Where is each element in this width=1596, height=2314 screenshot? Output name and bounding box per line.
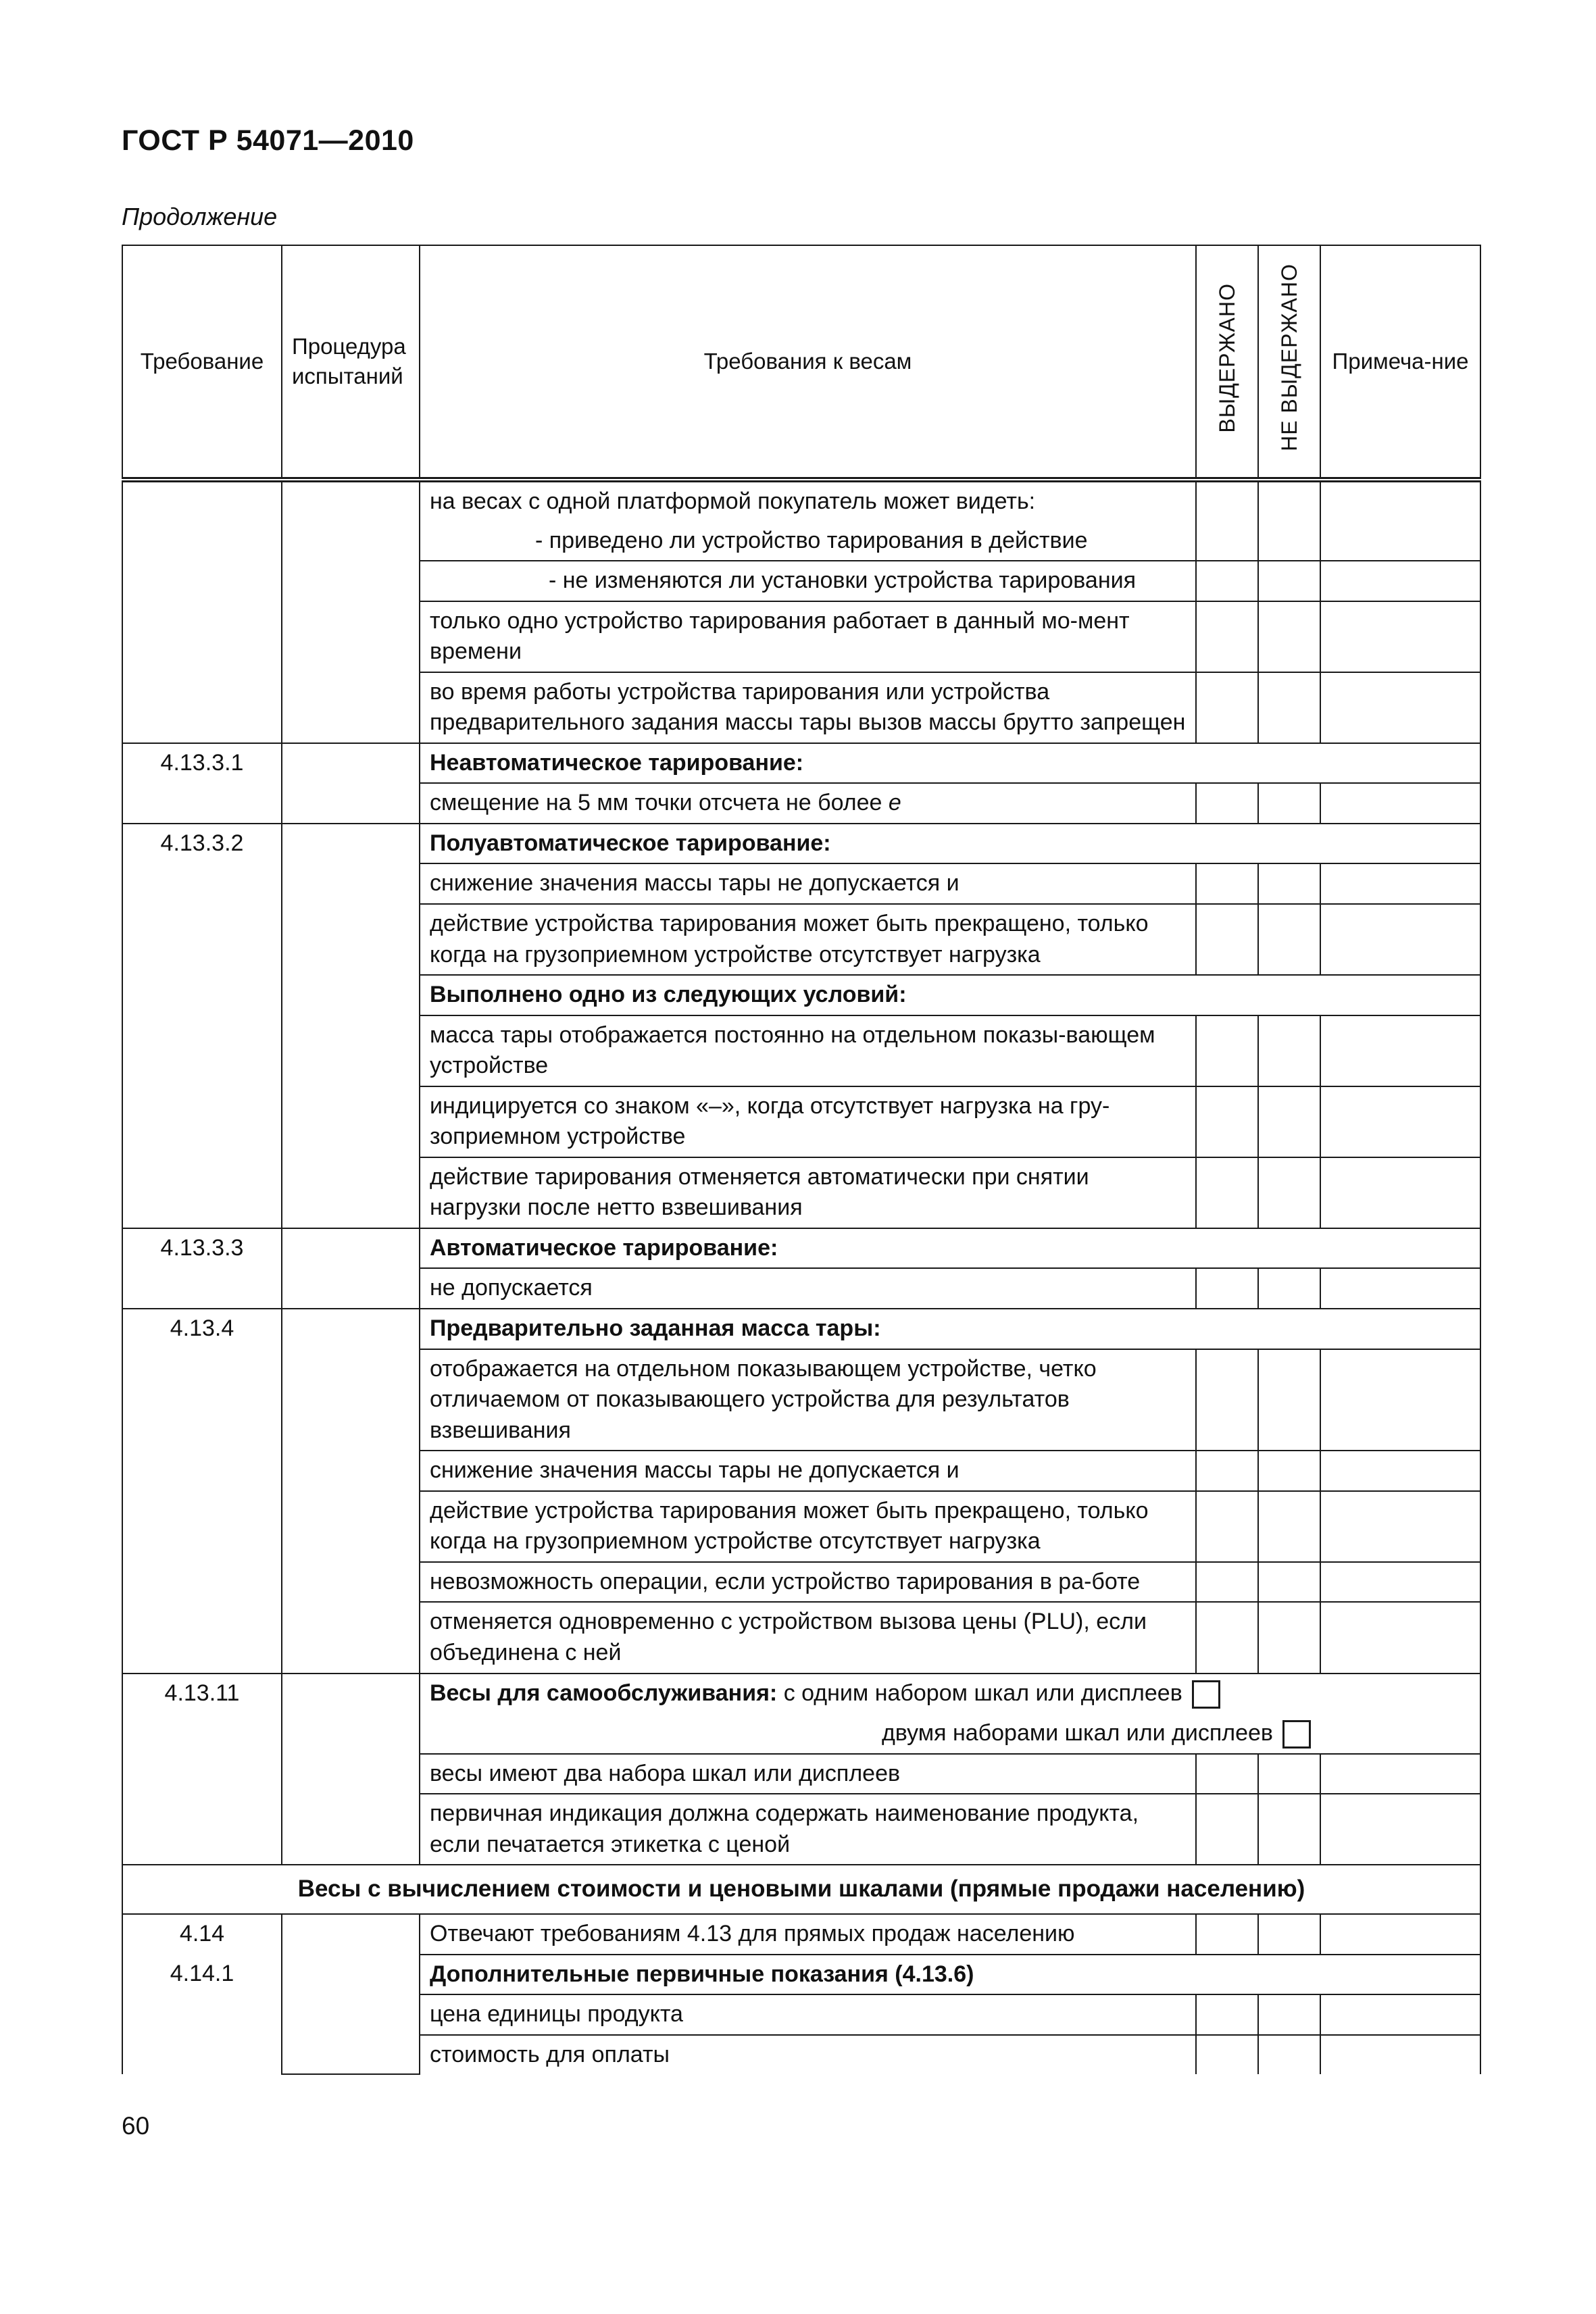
passed-cell[interactable]: [1196, 1157, 1258, 1228]
requirement-number: 4.13.11: [122, 1674, 282, 1865]
requirement-text: невозможность операции, если устройство тарирования в ра-боте: [420, 1562, 1196, 1603]
requirement-text: - не изменяются ли установки устройства тарирования: [420, 561, 1196, 601]
passed-cell[interactable]: [1196, 1491, 1258, 1562]
header-passed-label: ВЫДЕРЖАНО: [1214, 282, 1239, 433]
failed-cell[interactable]: [1258, 1914, 1320, 1955]
self-service-title: Весы для самообслуживания:: [430, 1680, 778, 1706]
note-cell[interactable]: [1320, 1754, 1480, 1794]
note-cell[interactable]: [1320, 904, 1480, 975]
failed-cell[interactable]: [1258, 1015, 1320, 1086]
passed-cell[interactable]: [1196, 1914, 1258, 1955]
table-row: [122, 1674, 1480, 1754]
note-cell[interactable]: [1320, 1015, 1480, 1086]
self-service-option-two: [430, 1718, 1470, 1749]
note-cell[interactable]: [1320, 1794, 1480, 1865]
symbol-e: e: [888, 790, 901, 816]
conditions-heading: Выполнено одно из следующих условий:: [420, 975, 1480, 1015]
failed-cell[interactable]: [1258, 1754, 1320, 1794]
passed-cell[interactable]: [1196, 1794, 1258, 1865]
header-requirement: Требование: [122, 245, 282, 480]
passed-cell[interactable]: [1196, 601, 1258, 672]
note-cell[interactable]: [1320, 2035, 1480, 2075]
note-cell[interactable]: [1320, 480, 1480, 561]
failed-cell[interactable]: [1258, 1349, 1320, 1451]
failed-cell[interactable]: [1258, 1794, 1320, 1865]
option-two-label: двумя наборами шкал или дисплеев: [881, 1720, 1273, 1746]
note-cell[interactable]: [1320, 1994, 1480, 2035]
note-cell[interactable]: [1320, 783, 1480, 824]
section-heading: Неавтоматическое тарирование:: [420, 743, 1480, 784]
failed-cell[interactable]: [1258, 561, 1320, 601]
failed-cell[interactable]: [1258, 1562, 1320, 1603]
failed-cell[interactable]: [1258, 1086, 1320, 1157]
passed-cell[interactable]: [1196, 1268, 1258, 1309]
passed-cell[interactable]: [1196, 1349, 1258, 1451]
note-cell[interactable]: [1320, 1491, 1480, 1562]
failed-cell[interactable]: [1258, 783, 1320, 824]
failed-cell[interactable]: [1258, 1602, 1320, 1673]
failed-cell[interactable]: [1258, 863, 1320, 904]
failed-cell[interactable]: [1258, 1157, 1320, 1228]
section-heading: Дополнительные первичные показания (4.13.6): [420, 1955, 1480, 1995]
table-header-row: [122, 245, 1480, 480]
header-note: Примеча-ние: [1320, 245, 1480, 480]
requirement-text: Отвечают требованиям 4.13 для прямых продаж населению: [420, 1914, 1196, 1955]
requirement-cell-empty: [122, 480, 282, 743]
passed-cell[interactable]: [1196, 480, 1258, 561]
header-failed-label: НЕ ВЫДЕРЖАНО: [1276, 263, 1301, 452]
table-row: [122, 1914, 1480, 1955]
failed-cell[interactable]: [1258, 1994, 1320, 2035]
failed-cell[interactable]: [1258, 1491, 1320, 1562]
header-procedure: Процедура испытаний: [282, 245, 420, 480]
note-cell[interactable]: [1320, 672, 1480, 743]
procedure-cell-empty: [282, 480, 420, 743]
continuation-label: Продолжение: [122, 203, 278, 230]
self-service-heading: [420, 1674, 1480, 1754]
note-cell[interactable]: [1320, 1268, 1480, 1309]
table-row: [122, 480, 1480, 522]
requirement-number: 4.14: [122, 1914, 282, 1955]
passed-cell[interactable]: [1196, 1015, 1258, 1086]
procedure-cell-empty: [282, 824, 420, 1228]
note-cell[interactable]: [1320, 1349, 1480, 1451]
requirement-text: отображается на отдельном показывающем устройстве, четко отличаемом от показывающего устройства для результатов взвешивания: [420, 1349, 1196, 1451]
requirement-text: стоимость для оплаты: [420, 2035, 1196, 2075]
header-scale-requirements: Требования к весам: [420, 245, 1196, 480]
requirement-text: во время работы устройства тарирования или устройства предварительного задания массы тары вызов массы брутто запрещен: [420, 672, 1196, 743]
failed-cell[interactable]: [1258, 904, 1320, 975]
requirement-number: 4.13.4: [122, 1309, 282, 1673]
requirement-text: первичная индикация должна содержать наименование продукта, если печатается этикетка с ценой: [420, 1794, 1196, 1865]
requirement-number: 4.13.3.2: [122, 824, 282, 1228]
note-cell[interactable]: [1320, 1086, 1480, 1157]
document-title: ГОСТ Р 54071—2010: [122, 124, 414, 157]
page-number: 60: [122, 2112, 150, 2140]
option-one-checkbox[interactable]: [1192, 1680, 1220, 1709]
procedure-cell-empty: [282, 743, 420, 824]
passed-cell[interactable]: [1196, 1994, 1258, 2035]
note-cell[interactable]: [1320, 1914, 1480, 1955]
requirement-text: снижение значения массы тары не допускается и: [420, 863, 1196, 904]
requirement-text: индицируется со знаком «–», когда отсутствует нагрузка на гру-зоприемном устройстве: [420, 1086, 1196, 1157]
requirement-text-main: смещение на 5 мм точки отсчета не более: [430, 790, 889, 816]
passed-cell[interactable]: [1196, 1754, 1258, 1794]
passed-cell[interactable]: [1196, 1086, 1258, 1157]
requirement-text: весы имеют два набора шкал или дисплеев: [420, 1754, 1196, 1794]
note-cell[interactable]: [1320, 1157, 1480, 1228]
note-cell[interactable]: [1320, 601, 1480, 672]
section-title: Весы с вычислением стоимости и ценовыми шкалами (прямые продажи населению): [122, 1865, 1480, 1914]
passed-cell[interactable]: [1196, 2035, 1258, 2075]
header-passed: [1196, 245, 1258, 480]
requirement-number: 4.14.1: [122, 1955, 282, 2075]
section-heading: Предварительно заданная масса тары:: [420, 1309, 1480, 1349]
table-row: [122, 1865, 1480, 1914]
procedure-cell-empty: [282, 1674, 420, 1865]
requirement-text: действие устройства тарирования может быть прекращено, только когда на грузоприемном устройстве отсутствует нагрузка: [420, 1491, 1196, 1562]
table-row: [122, 824, 1480, 864]
requirement-number: 4.13.3.1: [122, 743, 282, 824]
section-heading: Автоматическое тарирование:: [420, 1228, 1480, 1269]
failed-cell[interactable]: [1258, 672, 1320, 743]
note-cell[interactable]: [1320, 863, 1480, 904]
requirement-text: не допускается: [420, 1268, 1196, 1309]
requirement-text: на весах с одной платформой покупатель может видеть:: [420, 480, 1196, 522]
requirement-text: отменяется одновременно с устройством вызова цены (PLU), если объединена с ней: [420, 1602, 1196, 1673]
note-cell[interactable]: [1320, 1451, 1480, 1491]
option-one-label: с одним набором шкал или дисплеев: [777, 1680, 1182, 1706]
header-failed: [1258, 245, 1320, 480]
note-cell[interactable]: [1320, 561, 1480, 601]
passed-cell[interactable]: [1196, 1562, 1258, 1603]
table-row: [122, 743, 1480, 784]
requirement-text: только одно устройство тарирования работает в данный мо-мент времени: [420, 601, 1196, 672]
requirement-text: - приведено ли устройство тарирования в действие: [420, 522, 1196, 561]
option-two-checkbox[interactable]: [1282, 1720, 1311, 1749]
passed-cell[interactable]: [1196, 1451, 1258, 1491]
requirement-text: действие устройства тарирования может быть прекращено, только когда на грузоприемном устройстве отсутствует нагрузка: [420, 904, 1196, 975]
passed-cell[interactable]: [1196, 561, 1258, 601]
failed-cell[interactable]: [1258, 1268, 1320, 1309]
passed-cell[interactable]: [1196, 672, 1258, 743]
requirements-table: [122, 245, 1481, 2075]
self-service-option-one: [430, 1678, 1470, 1709]
note-cell[interactable]: [1320, 1602, 1480, 1673]
passed-cell[interactable]: [1196, 904, 1258, 975]
note-cell[interactable]: [1320, 1562, 1480, 1603]
failed-cell[interactable]: [1258, 2035, 1320, 2075]
procedure-cell-empty: [282, 1228, 420, 1309]
requirement-text: [420, 783, 1196, 824]
requirement-text: цена единицы продукта: [420, 1994, 1196, 2035]
passed-cell[interactable]: [1196, 1602, 1258, 1673]
requirement-number: 4.13.3.3: [122, 1228, 282, 1309]
requirement-text: масса тары отображается постоянно на отдельном показы-вающем устройстве: [420, 1015, 1196, 1086]
passed-cell[interactable]: [1196, 783, 1258, 824]
section-heading: Полуавтоматическое тарирование:: [420, 824, 1480, 864]
failed-cell[interactable]: [1258, 1451, 1320, 1491]
procedure-cell-empty: [282, 1309, 420, 1673]
table-row: [122, 1309, 1480, 1349]
passed-cell[interactable]: [1196, 863, 1258, 904]
failed-cell[interactable]: [1258, 480, 1320, 561]
requirement-text: действие тарирования отменяется автоматически при снятии нагрузки после нетто взвешивания: [420, 1157, 1196, 1228]
procedure-cell-empty: [282, 1914, 420, 2074]
table-row: [122, 1228, 1480, 1269]
failed-cell[interactable]: [1258, 601, 1320, 672]
requirement-text: снижение значения массы тары не допускается и: [420, 1451, 1196, 1491]
